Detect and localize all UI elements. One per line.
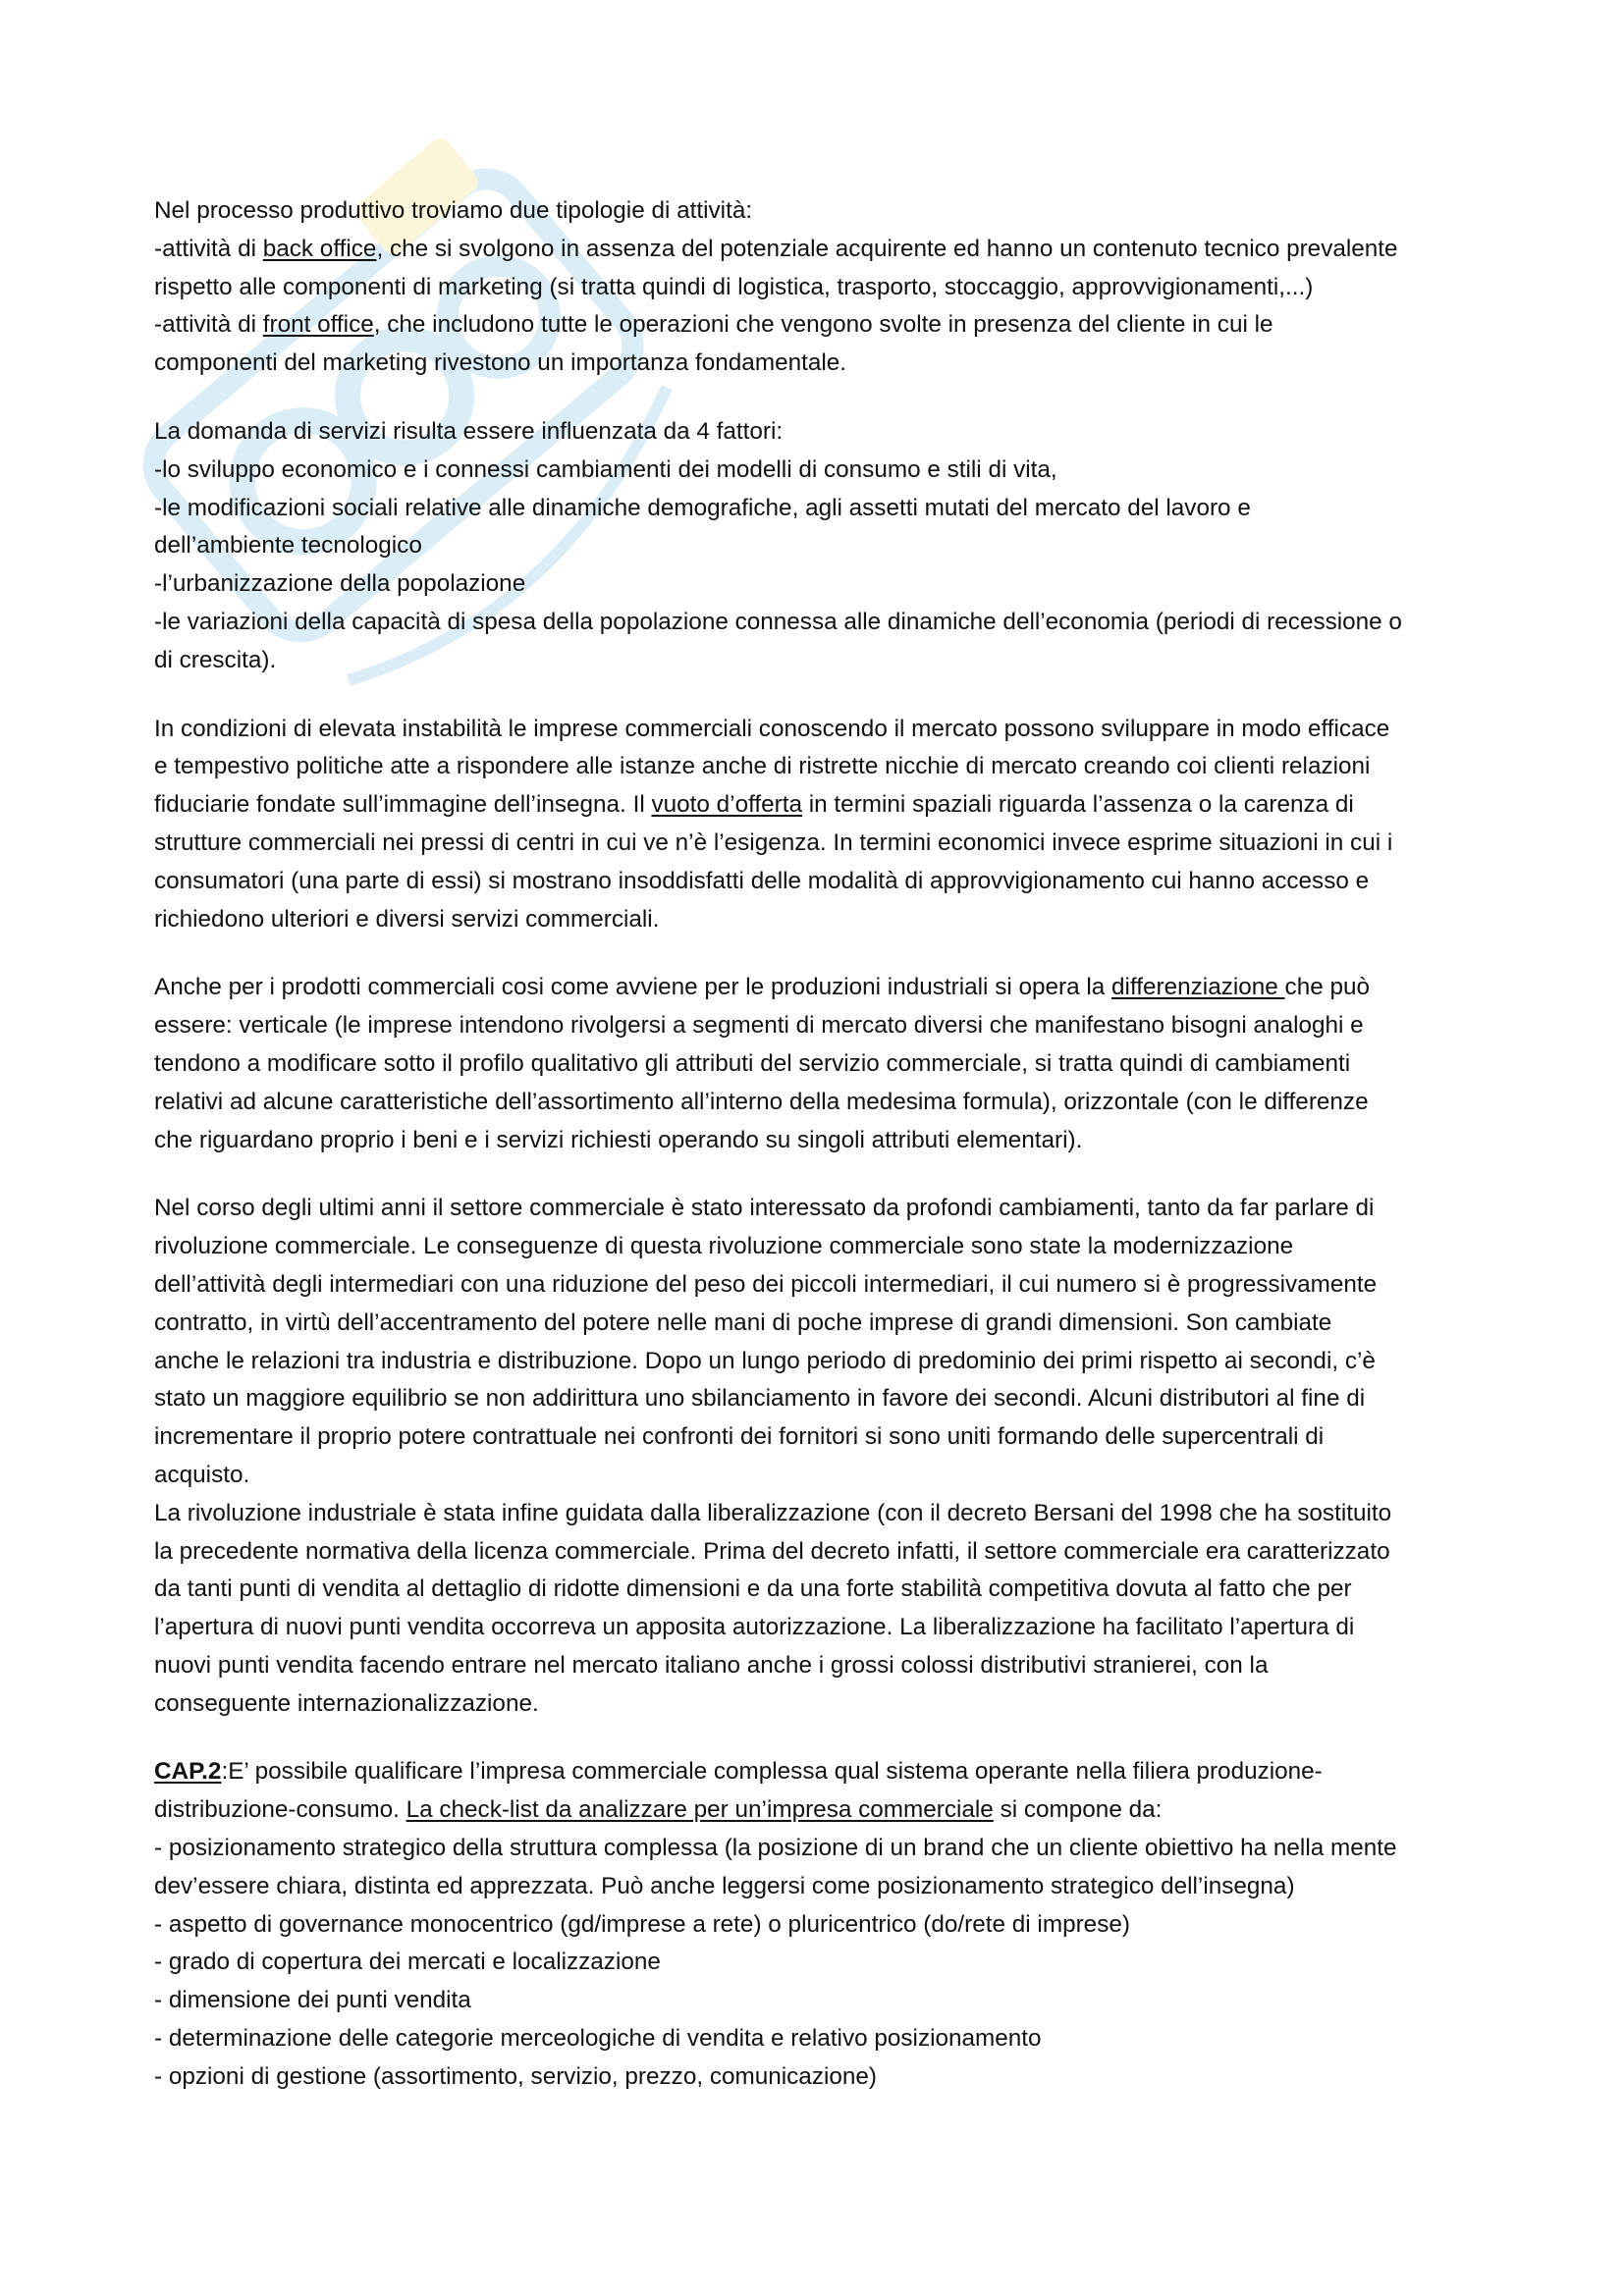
list-item: - grado di copertura dei mercati e localizzazione — [154, 1949, 661, 1976]
paragraph-service-demand — [154, 413, 1470, 680]
paragraph-commercial-revolution — [154, 1190, 1470, 1723]
text-line: rivoluzione commerciale. Le conseguenze di questa rivoluzione commerciale sono state la modernizzazione — [154, 1233, 1294, 1260]
text-line: che riguardano proprio i beni e i servizi richiesti operando su singoli attributi elementari). — [154, 1126, 1083, 1153]
text-line: -le variazioni della capacità di spesa della popolazione connessa alle dinamiche dell’economia (periodi di recessione o — [154, 608, 1402, 635]
text-line: -attività di front office, che includono tutte le operazioni che vengono svolte in presenza del cliente in cui le — [154, 311, 1273, 339]
text-line: essere: verticale (le imprese intendono rivolgersi a segmenti di mercato diversi che manifestano bisogni analoghi e — [154, 1012, 1364, 1040]
list-item: - posizionamento strategico della struttura complessa (la posizione di un brand che un cliente obiettivo ha nella mente — [154, 1835, 1397, 1862]
text-line: contratto, in virtù dell’accentramento del potere nelle mani di poche imprese di grandi dimensioni. Son cambiate — [154, 1308, 1332, 1336]
term-back-office: back office — [262, 235, 377, 262]
paragraph-instability — [154, 711, 1470, 939]
chapter-heading: CAP.2 — [154, 1758, 222, 1786]
text-line: La domanda di servizi risulta essere influenzata da 4 fattori: — [154, 417, 784, 445]
text-line: -l’urbanizzazione della popolazione — [154, 570, 526, 598]
text-line: Nel corso degli ultimi anni il settore commerciale è stato interessato da profondi cambiamenti, tanto da far parlare di — [154, 1195, 1375, 1222]
text-line: fiduciarie fondate sull’immagine dell’insegna. Il vuoto d’offerta in termini spaziali riguarda l’assenza o la carenza di — [154, 791, 1354, 819]
paragraph-differentiation — [154, 969, 1470, 1159]
list-item: - dimensione dei punti vendita — [154, 1987, 471, 2014]
text-line: richiedono ulteriori e diversi servizi commerciali. — [154, 905, 660, 933]
text-line: dev’essere chiara, distinta ed apprezzata. Può anche leggersi come posizionamento strategico dell’insegna) — [154, 1872, 1295, 1899]
text-line: consumatori (una parte di essi) si mostrano insoddisfatti delle modalità di approvvigionamento cui hanno accesso e — [154, 867, 1370, 894]
paragraph-chapter-2 — [154, 1753, 1470, 2096]
text-line: dell’attività degli intermediari con una riduzione del peso dei piccoli intermediari, il cui numero si è progressivamente — [154, 1270, 1378, 1298]
list-item: - determinazione delle categorie merceologiche di vendita e relativo posizionamento — [154, 2025, 1042, 2053]
text-line: l’apertura di nuovi punti vendita occorreva un apposita autorizzazione. La liberalizzazione ha facilitato l’apertura di — [154, 1614, 1355, 1641]
text-line: stato un maggiore equilibrio se non addirittura uno sbilanciamento in favore dei secondi. Alcuni distributori al fine di — [154, 1385, 1366, 1413]
text-line: La rivoluzione industriale è stata infine guidata dalla liberalizzazione (con il decreto Bersani del 1998 che ha sostituito — [154, 1499, 1392, 1526]
text-line: dell’ambiente tecnologico — [154, 532, 422, 560]
term-check-list: La check-list da analizzare per un’impresa commerciale — [406, 1796, 994, 1824]
list-item: - aspetto di governance monocentrico (gd/imprese a rete) o pluricentrico (do/rete di imprese) — [154, 1910, 1130, 1938]
text-line: -attività di back office, che si svolgono in assenza del potenziale acquirente ed hanno un contenuto tecnico prevalente — [154, 235, 1398, 262]
paragraph-process-activities — [154, 192, 1470, 383]
text-line: distribuzione-consumo. La check-list da analizzare per un’impresa commerciale si compone da: — [154, 1796, 1163, 1824]
text-line: di crescita). — [154, 646, 277, 673]
text-line: Nel processo produttivo troviamo due tipologie di attività: — [154, 197, 753, 224]
text-line: Anche per i prodotti commerciali cosi come avviene per le produzioni industriali si opera la differenziazione che può — [154, 974, 1371, 1001]
text-line: -lo sviluppo economico e i connessi cambiamenti dei modelli di consumo e stili di vita, — [154, 455, 1057, 483]
text-line: acquisto. — [154, 1461, 250, 1488]
text-line: rispetto alle componenti di marketing (si tratta quindi di logistica, trasporto, stoccaggio, approvvigionamenti,...) — [154, 273, 1314, 300]
text-line: CAP.2:E’ possibile qualificare l’impresa commerciale complessa qual sistema operante nella filiera produzione- — [154, 1758, 1323, 1786]
list-item: - opzioni di gestione (assortimento, servizio, prezzo, comunicazione) — [154, 2062, 877, 2090]
term-vuoto-offerta: vuoto d’offerta — [651, 791, 803, 819]
text-line: conseguente internazionalizzazione. — [154, 1689, 539, 1717]
text-line: da tanti punti di vendita al dettaglio di ridotte dimensioni e da una forte stabilità competitiva dovuta al fatto che per — [154, 1575, 1352, 1603]
text-line: componenti del marketing rivestono un importanza fondamentale. — [154, 349, 847, 377]
text-line: anche le relazioni tra industria e distribuzione. Dopo un lungo periodo di predominio dei primi rispetto ai secondi, c’è — [154, 1347, 1376, 1374]
text-line: e tempestivo politiche atte a rispondere alle istanze anche di ristrette nicchie di mercato creando coi clienti relazioni — [154, 753, 1371, 780]
text-line: nuovi punti vendita facendo entrare nel mercato italiano anche i grossi colossi distributivi stranierei, con la — [154, 1651, 1269, 1679]
document-page — [154, 192, 1470, 2097]
text-line: -le modificazioni sociali relative alle dinamiche demografiche, agli assetti mutati del mercato del lavoro e — [154, 494, 1251, 521]
text-line: la precedente normativa della licenza commerciale. Prima del decreto infatti, il settore commerciale era caratterizzato — [154, 1537, 1390, 1565]
text-line: relativi ad alcune caratteristiche dell’assortimento all’interno della medesima formula), orizzontale (con le differenze — [154, 1088, 1369, 1115]
text-line: strutture commerciali nei pressi di centri in cui ve n’è l’esigenza. In termini economici invece esprime situazioni in cui i — [154, 828, 1393, 856]
term-differenziazione: differenziazione — [1111, 974, 1285, 1001]
text-line: In condizioni di elevata instabilità le imprese commerciali conoscendo il mercato possono sviluppare in modo efficace — [154, 715, 1390, 742]
text-line: incrementare il proprio potere contrattuale nei confronti dei fornitori si sono uniti formando delle supercentrali di — [154, 1423, 1325, 1451]
text-line: tendono a modificare sotto il profilo qualitativo gli attributi del servizio commerciale, si tratta quindi di cambiamenti — [154, 1049, 1351, 1077]
term-front-office: front office — [262, 311, 374, 339]
